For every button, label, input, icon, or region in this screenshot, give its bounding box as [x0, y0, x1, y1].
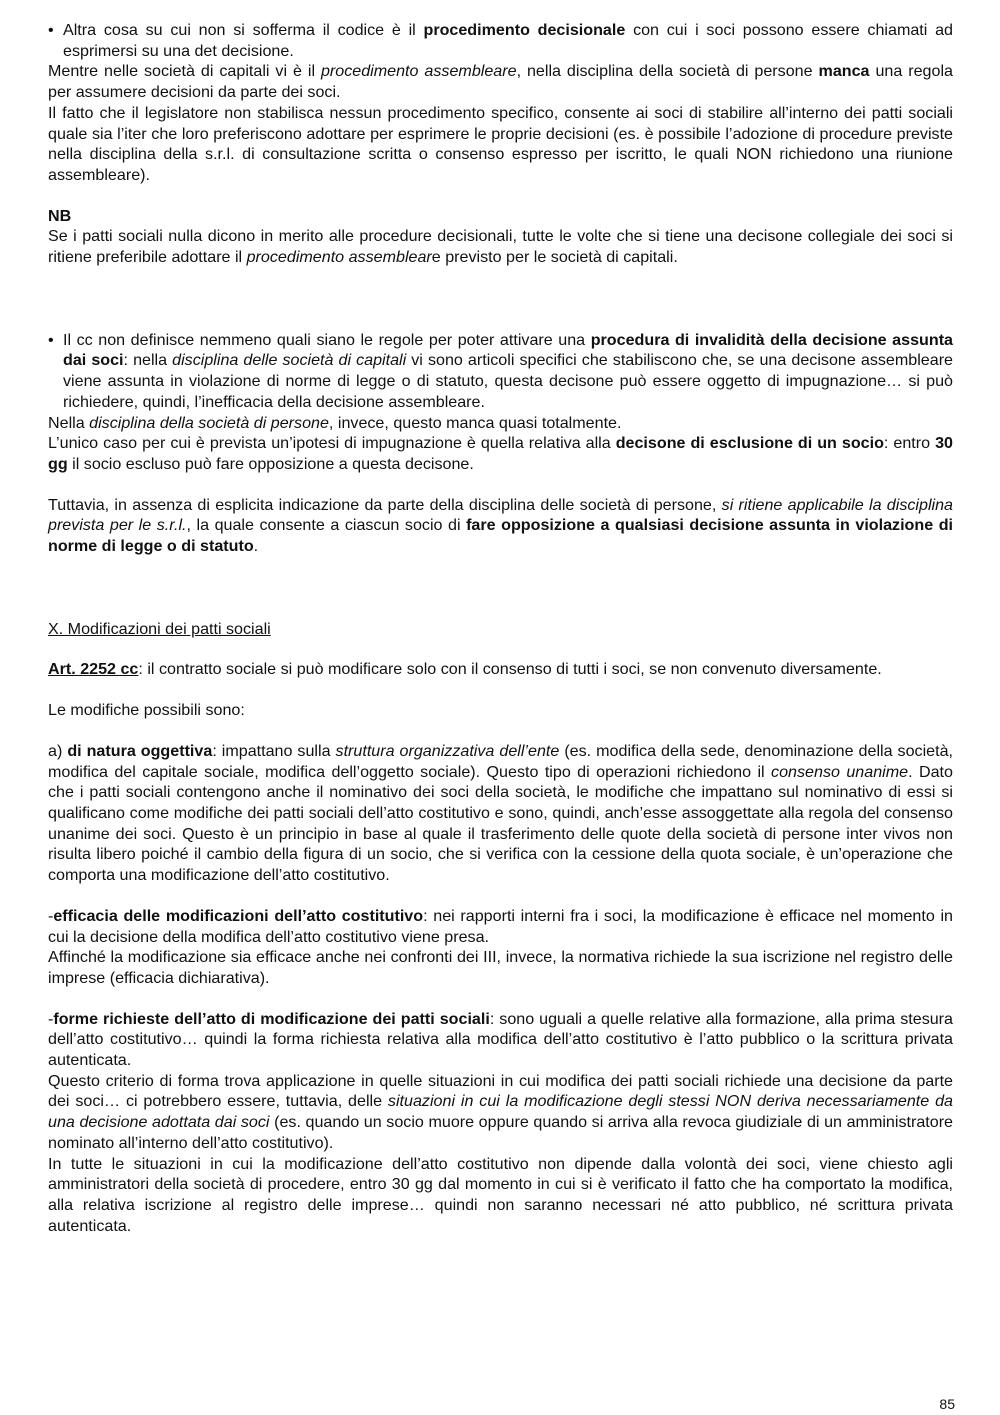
section-heading — [48, 619, 953, 640]
bold-term: forme richieste dell’atto di modificazione dei patti sociali — [53, 1009, 490, 1028]
text-run: Mentre nelle società di capitali vi è il — [48, 62, 321, 81]
text-run: : il contratto sociale si può modificare solo con il consenso di tutti i soci, se non convenuto diversamente. — [138, 660, 882, 679]
text-run: . — [253, 537, 259, 556]
heading-text: X. Modificazioni dei patti sociali — [48, 619, 271, 638]
text-run: . Dato che i patti sociali contengono anche il nominativo dei soci della società, le modifiche che impattano sul nominativo di essi si qualificano come modifiche dei patti sociali dell’atto costitutivo e sono, quindi, anch’esse assoggettate alla regola del consenso unanime dei soci. Questo è un principio in base al quale il trasferimento delle quote della società di persone inter vivos non risulta libero poiché il cambio della figura di un socio, che si verifica con la cessione della quota sociale, è un’operazione che comporta una modificazione dell’atto costitutivo. — [48, 762, 953, 885]
document-page — [48, 20, 953, 1236]
text-run: - — [48, 1009, 54, 1028]
text-run: (es. modifica della sede, denominazione della società, modifica del capitale sociale, modifica dell’oggetto sociale). Questo tipo di operazioni richiedono il — [48, 741, 953, 781]
text-run: : sono uguali a quelle relative alla formazione, alla prima stesura dell’atto costitutivo… quindi la forma richiesta relativa alla modifica dell’atto costitutivo è l’atto pubblico o la scrittura privata autenticata. — [48, 1009, 953, 1070]
text-run: , nella disciplina della società di persone — [516, 62, 819, 81]
paragraph-legislator: Il fatto che il legislatore non stabilisca nessun procedimento specifico, consente ai soci di stabilire all’interno dei patti sociali quale sia l’iter che loro preferiscono adottare per esprimere le proprie decisioni (es. è possibile l’adozione di procedure previste nella disciplina della s.r.l. di consultazione scritta o consenso espresso per iscritto, le quali NON richiedono una riunione assembleare). — [48, 103, 953, 184]
nb-label: NB — [48, 206, 72, 225]
bold-term: 30 gg — [48, 434, 953, 473]
paragraph-persons-discipline — [48, 413, 953, 434]
bullet-invalidity-procedure — [48, 330, 953, 413]
nb-title — [48, 206, 953, 227]
bold-term: di natura oggettiva — [67, 741, 213, 760]
text-run: (es. quando un socio muore oppure quando si arriva alla revoca giudiziale di un amministratore nominato all’interno dell’atto costitutivo). — [48, 1113, 954, 1152]
paragraph-administrators: In tutte le situazioni in cui la modificazione dell’atto costitutivo non dipende dalla volontà dei soci, viene chiesto agli amministratori della società di procedere, entro 30 gg dal momento in cui si è verificato il fatto che ha comportato la modifica, alla relativa iscrizione al registro delle imprese… quindi non saranno necessari né atto pubblico, né scrittura privata autenticata. — [48, 1154, 953, 1235]
text-run: , la quale consente a ciascun socio di — [186, 516, 467, 535]
text-run: il socio escluso può fare opposizione a questa decisone. — [67, 454, 474, 473]
text-run: una regola per assumere decisioni da parte dei soci. — [48, 62, 953, 102]
text-run: Il cc non definisce nemmeno quali siano le regole per poter attivare una — [63, 330, 591, 349]
italic-term: struttura organizzativa dell’ente — [335, 741, 560, 760]
text-run: e previsto per le società di capitali. — [431, 248, 678, 267]
text-run: Tuttavia, in assenza di esplicita indicazione da parte della disciplina delle società di persone, — [48, 495, 722, 514]
italic-term: disciplina della società di persone — [89, 413, 329, 432]
paragraph-objective-changes — [48, 741, 953, 886]
bold-term: fare opposizione a qualsiasi decisione assunta in violazione di norme di legge o di statuto — [48, 516, 953, 556]
paragraph-forms — [48, 1009, 953, 1071]
italic-term: procedimento assemblear — [246, 248, 432, 267]
paragraph-third-parties: Affinché la modificazione sia efficace anche nei confronti dei III, invece, la normativa richiede la sua iscrizione nel registro delle imprese (efficacia dichiarativa). — [48, 948, 953, 987]
italic-term: si ritiene applicabile la disciplina prevista per le s.r.l. — [48, 495, 953, 535]
text-run: L’unico caso per cui è prevista un’ipotesi di impugnazione è quella relativa alla — [48, 434, 616, 453]
paragraph-srl-discipline — [48, 495, 953, 557]
bold-term: decisone di esclusione di un socio — [615, 434, 884, 453]
text-run: : impattano sulla — [212, 741, 336, 760]
nb-paragraph — [48, 226, 953, 267]
paragraph-efficacy — [48, 906, 953, 947]
italic-term: consenso unanime — [771, 762, 909, 781]
paragraph-assembly-procedure — [48, 61, 953, 102]
paragraph-possible-changes: Le modifiche possibili sono: — [48, 701, 245, 720]
text-run: Nella — [48, 413, 90, 432]
text-run: : entro — [883, 434, 936, 453]
text-run: - — [48, 906, 54, 925]
text-run: Questo criterio di forma trova applicazione in quelle situazioni in cui modifica dei patti sociali richiede una decisione da parte dei soci… ci potrebbero essere, tuttavia, delle — [48, 1071, 953, 1111]
text-run: , invece, questo manca quasi totalmente. — [328, 413, 622, 432]
italic-term: situazioni in cui la modificazione degli stessi NON deriva necessariamente da una decisione adottata dai soci — [48, 1092, 953, 1132]
text-run: : nei rapporti interni fra i soci, la modificazione è efficace nel momento in cui la decisione della modifica dell’atto costitutivo viene presa. — [48, 906, 953, 946]
paragraph-form-criterion — [48, 1071, 953, 1154]
paragraph-art-2252 — [48, 659, 953, 680]
text-run: : nella — [123, 351, 173, 370]
text-run: Altra cosa su cui non si sofferma il codice è il — [63, 21, 424, 39]
page-number: 85 — [939, 1396, 955, 1412]
text-run: a) — [48, 741, 68, 760]
bullet-decision-procedure — [48, 20, 953, 61]
bold-term: procedimento decisionale — [423, 21, 626, 39]
italic-term: disciplina delle società di capitali — [172, 351, 407, 370]
bold-term: manca — [818, 62, 870, 81]
text-run: con cui i soci possono essere chiamati ad esprimersi su una det decisione. — [63, 21, 954, 60]
text-run: Se i patti sociali nulla dicono in merito alle procedure decisionali, tutte le volte che si tiene una decisone collegiale dei soci si ritiene preferibile adottare il — [48, 227, 953, 267]
italic-term: procedimento assembleare — [320, 62, 517, 81]
paragraph-exclusion — [48, 433, 953, 474]
article-reference: Art. 2252 cc — [48, 660, 139, 679]
bold-term: procedura di invalidità della decisione assunta dai soci — [63, 330, 954, 370]
text-run: vi sono articoli specifici che stabiliscono che, se una decisone assembleare viene assunta in violazione di norme di legge o di statuto, questa decisone può essere oggetto di impugnazione… si può richiedere, quindi, l’inefficacia della decisione assembleare. — [63, 351, 954, 411]
bold-term: efficacia delle modificazioni dell’atto costitutivo — [53, 906, 424, 925]
